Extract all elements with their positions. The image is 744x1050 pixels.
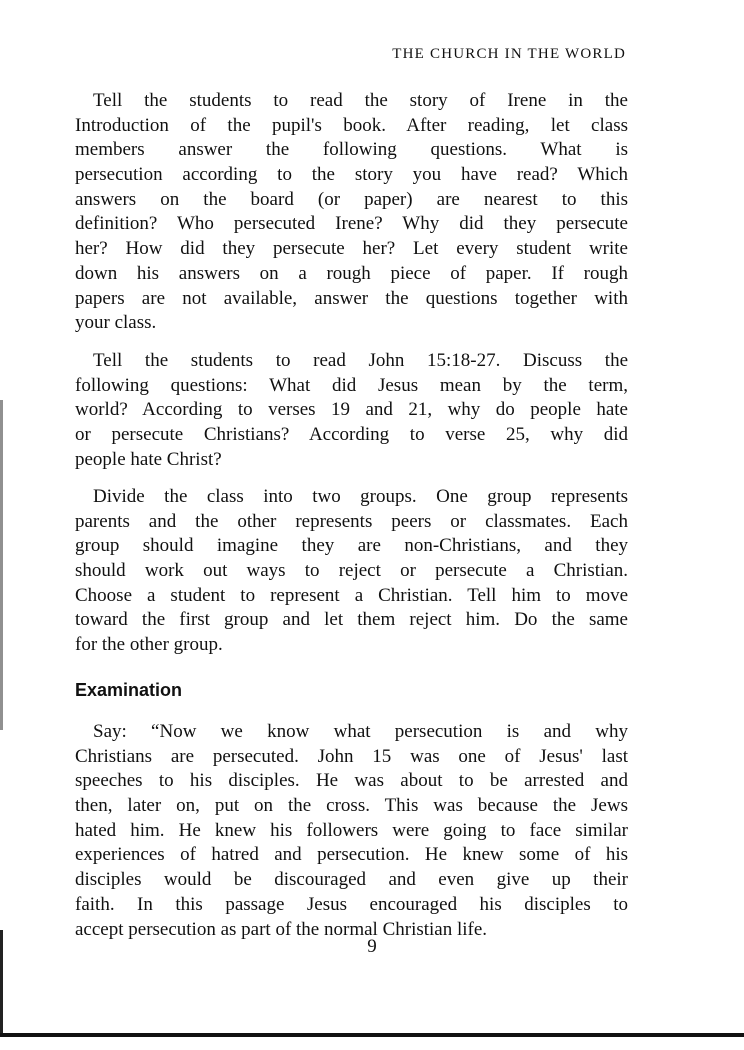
- text-line: Introduction of the pupil's book. After reading, let class: [75, 114, 628, 136]
- text-line: parents and the other represents peers or classmates. Each: [75, 510, 628, 532]
- text-line: down his answers on a rough piece of paper. If rough: [75, 262, 628, 284]
- section-heading-examination: Examination: [75, 680, 183, 700]
- text-line: toward the first group and let them reject him. Do the same: [75, 609, 628, 631]
- text-line: accept persecution as part of the normal Christian life.: [75, 918, 488, 940]
- scan-bottom-edge: [0, 1033, 744, 1037]
- paragraph-group-activity: [75, 485, 628, 658]
- text-line: definition? Who persecuted Irene? Why did they persecute: [75, 213, 628, 235]
- text-line: Choose a student to represent a Christian. Tell him to move: [75, 584, 628, 606]
- text-line: world? According to verses 19 and 21, why do people hate: [75, 399, 628, 421]
- paragraph-john-15: [75, 349, 628, 472]
- text-line: Christians are persecuted. John 15 was one of Jesus' last: [75, 745, 628, 767]
- text-line: her? How did they persecute her? Let every student write: [75, 238, 628, 260]
- text-line: answers on the board (or paper) are nearest to this: [75, 188, 628, 210]
- text-line: experiences of hatred and persecution. He knew some of his: [75, 844, 628, 866]
- text-line: for the other group.: [75, 634, 223, 656]
- text-line: your class.: [75, 312, 157, 334]
- text-line: disciples would be discouraged and even give up their: [75, 869, 628, 891]
- running-header: THE CHURCH IN THE WORLD: [392, 46, 626, 62]
- text-line: papers are not available, answer the questions together with: [75, 287, 628, 309]
- text-line: or persecute Christians? According to verse 25, why did: [75, 424, 628, 446]
- page-number: 9: [367, 936, 377, 957]
- text-line: should work out ways to reject or persecute a Christian.: [75, 560, 628, 582]
- text-line: Tell the students to read John 15:18-27. Discuss the: [93, 350, 628, 371]
- text-line: group should imagine they are non-Christians, and they: [75, 535, 628, 557]
- text-line: following questions: What did Jesus mean by the term,: [75, 374, 628, 396]
- text-line: hated him. He knew his followers were going to face similar: [75, 819, 628, 841]
- text-line: Tell the students to read the story of Irene in the: [93, 90, 628, 111]
- scan-edge-mark: [0, 930, 3, 1035]
- text-line: then, later on, put on the cross. This was because the Jews: [75, 795, 628, 817]
- text-line: people hate Christ?: [75, 448, 222, 470]
- scan-edge-mark: [0, 400, 3, 730]
- paragraph-examination: [75, 720, 628, 942]
- text-line: Divide the class into two groups. One group represents: [93, 486, 628, 507]
- paragraph-irene-story: [75, 89, 628, 336]
- text-line: speeches to his disciples. He was about to be arrested and: [75, 770, 628, 792]
- text-line: faith. In this passage Jesus encouraged his disciples to: [75, 893, 628, 915]
- text-line: persecution according to the story you have read? Which: [75, 164, 628, 186]
- text-line: members answer the following questions. What is: [75, 139, 628, 161]
- text-line: Say: “Now we know what persecution is and why: [93, 721, 628, 742]
